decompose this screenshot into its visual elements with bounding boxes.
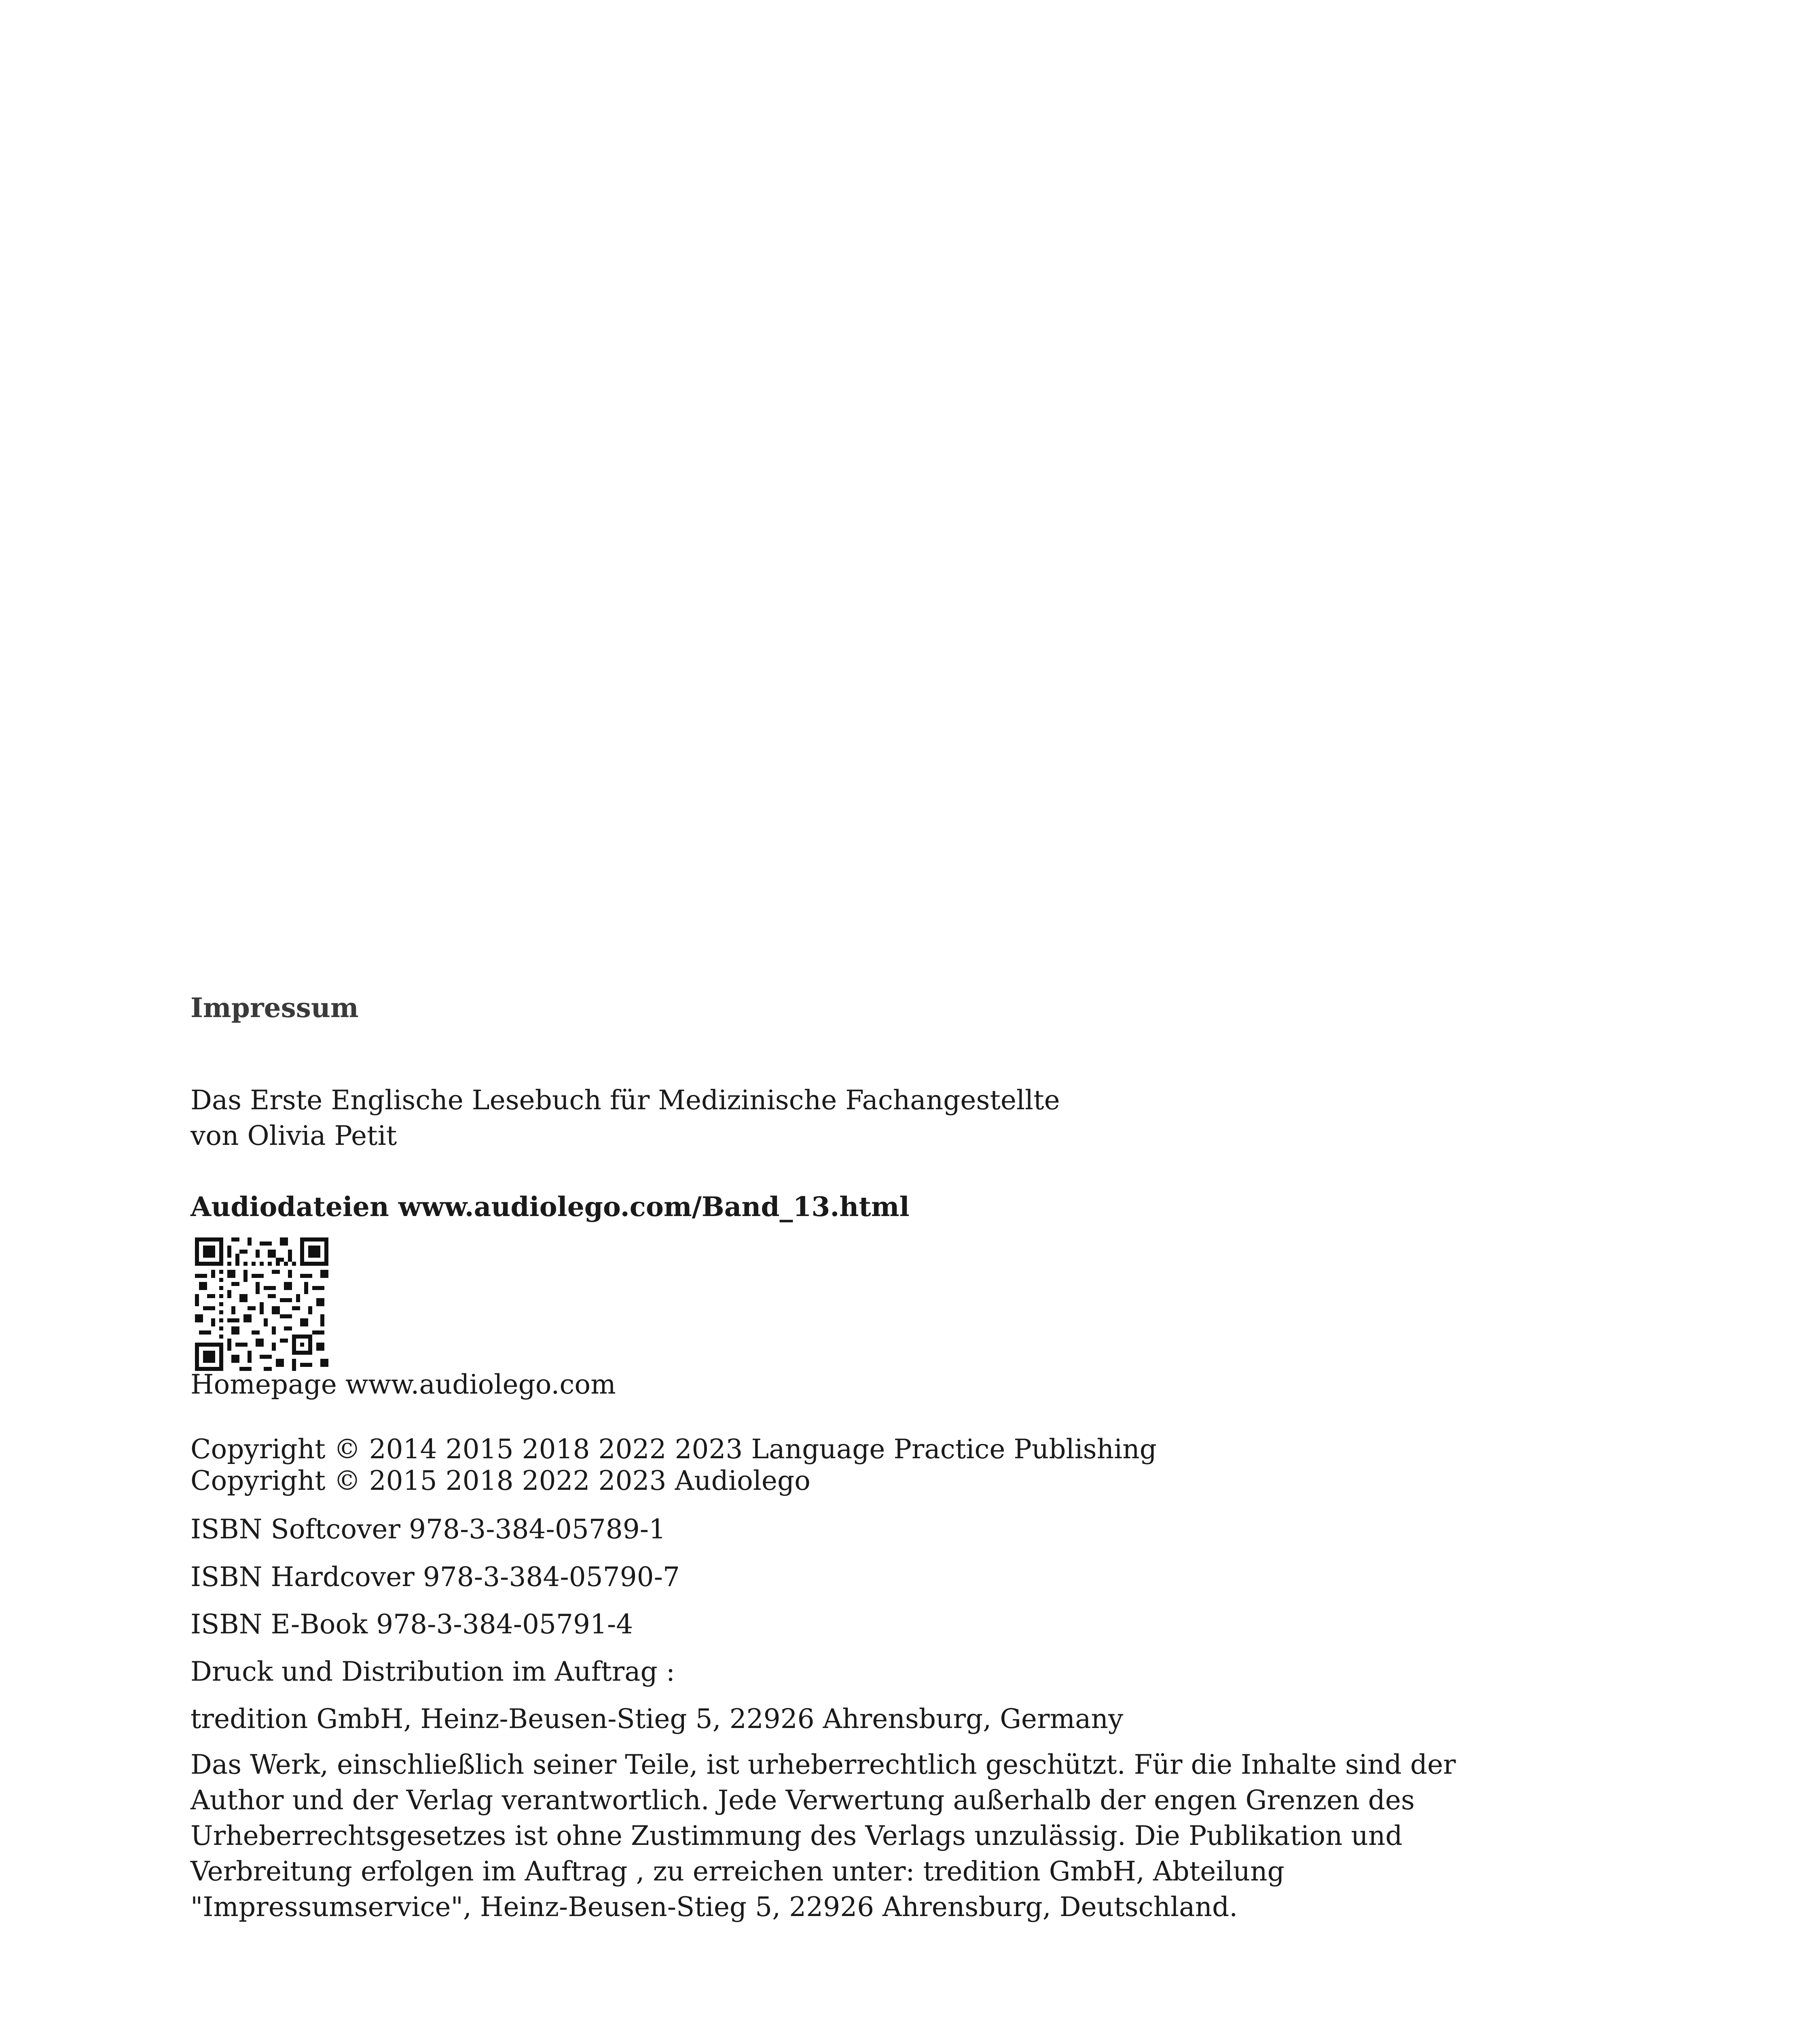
- isbn-ebook: ISBN E-Book 978-3-384-05791-4: [190, 1609, 633, 1640]
- legal-line-2: Author und der Verlag verantwortlich. Jede Verwertung außerhalb der engen Grenzen des: [190, 1785, 1415, 1816]
- legal-line-1: Das Werk, einschließlich seiner Teile, ist urheberrechtlich geschützt. Für die Inhalte sind der: [190, 1749, 1456, 1780]
- impressum-heading: Impressum: [190, 992, 359, 1024]
- book-title: Das Erste Englische Lesebuch für Medizinische Fachangestellte: [190, 1085, 1060, 1116]
- distribution-label: Druck und Distribution im Auftrag :: [190, 1656, 675, 1687]
- distribution-address: tredition GmbH, Heinz-Beusen-Stieg 5, 22926 Ahrensburg, Germany: [190, 1703, 1124, 1734]
- legal-line-5: "Impressumservice", Heinz-Beusen-Stieg 5, 22926 Ahrensburg, Deutschland.: [190, 1891, 1238, 1923]
- qr-code-icon: [195, 1237, 328, 1371]
- legal-line-3: Urheberrechtsgesetzes ist ohne Zustimmung des Verlags unzulässig. Die Publikation und: [190, 1820, 1403, 1851]
- book-author: von Olivia Petit: [190, 1120, 397, 1151]
- copyright-line-1: Copyright © 2014 2015 2018 2022 2023 Language Practice Publishing: [190, 1434, 1157, 1465]
- homepage-line: Homepage www.audiolego.com: [190, 1369, 616, 1400]
- copyright-line-2: Copyright © 2015 2018 2022 2023 Audiolego: [190, 1465, 811, 1496]
- isbn-hardcover: ISBN Hardcover 978-3-384-05790-7: [190, 1561, 680, 1593]
- isbn-softcover: ISBN Softcover 978-3-384-05789-1: [190, 1514, 666, 1545]
- legal-line-4: Verbreitung erfolgen im Auftrag , zu erreichen unter: tredition GmbH, Abteilung: [190, 1856, 1285, 1887]
- audio-files-line: Audiodateien www.audiolego.com/Band_13.html: [190, 1191, 910, 1223]
